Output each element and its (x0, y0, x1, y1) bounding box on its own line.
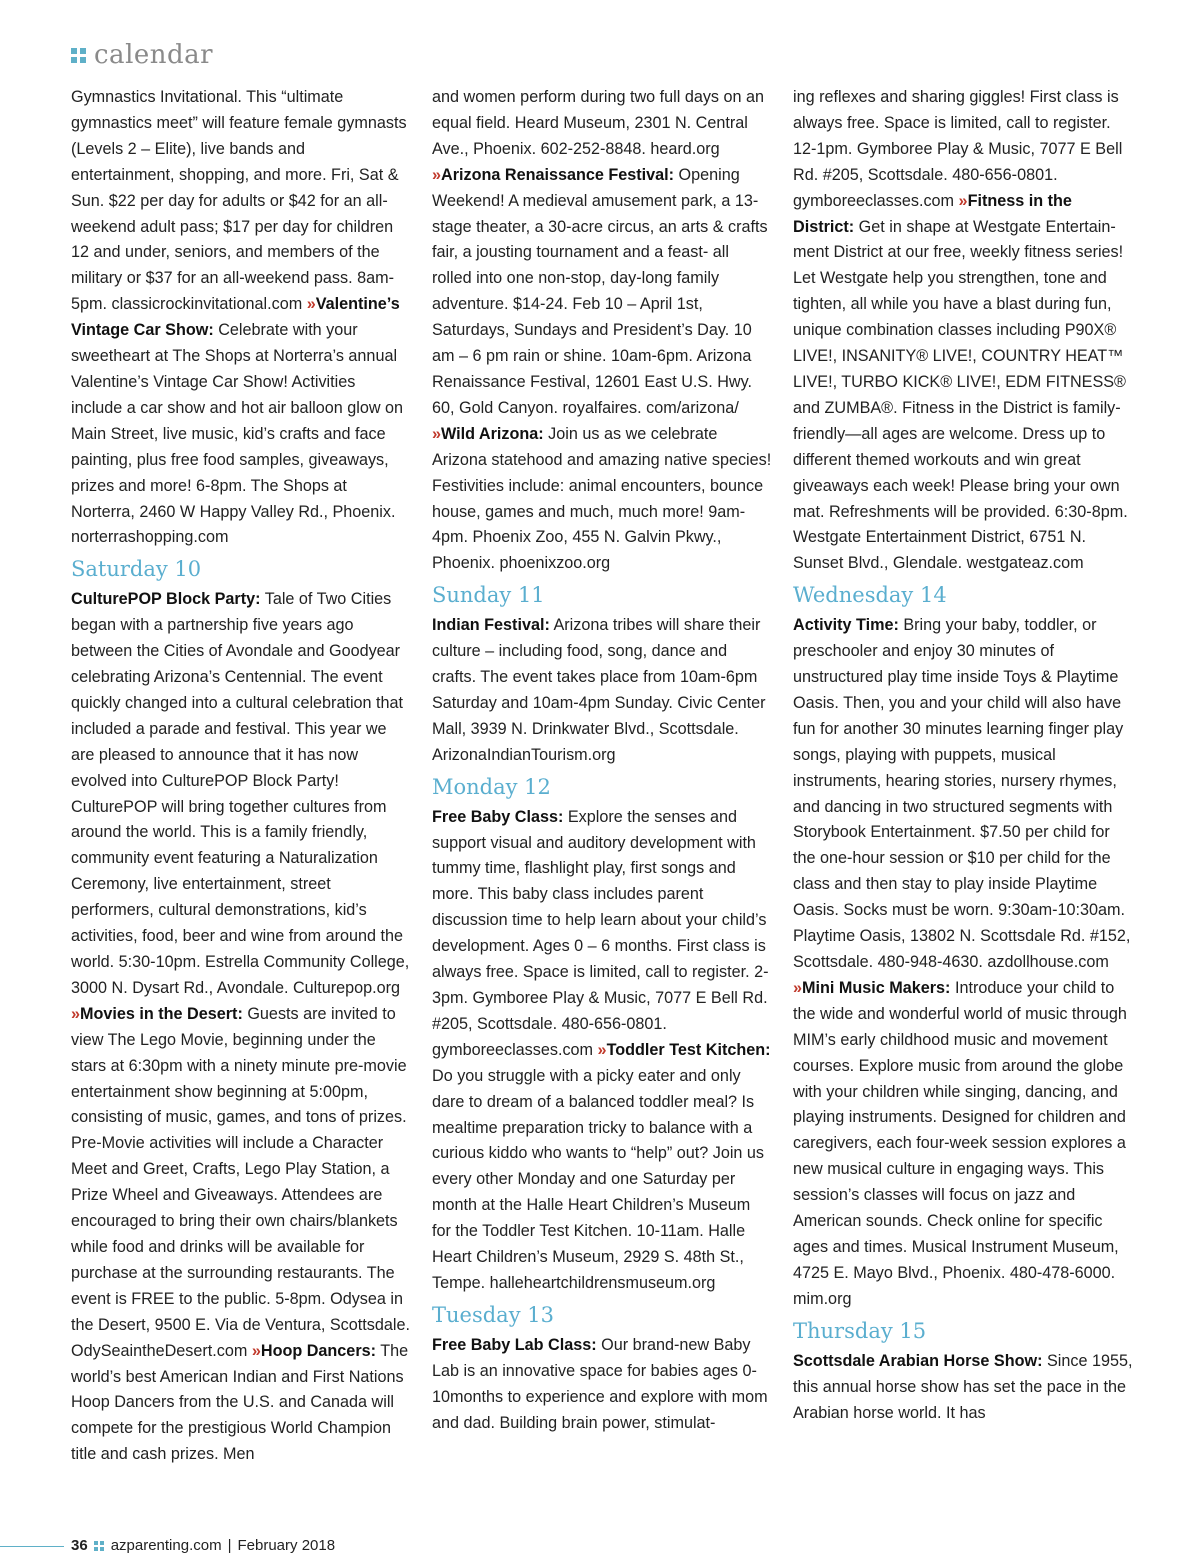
event-title: Free Baby Lab Class: (432, 1335, 597, 1354)
event-text: Arizona tribes will share their culture – including food, song, dance and crafts. The event takes place from 10am-6pm Saturday and 10am-4pm Sunday. Civic Center Mall, 3939 N. Drinkwater Blvd., Scottsdale. ArizonaIndianTourism.org (432, 616, 766, 764)
footer-issue: February 2018 (237, 1537, 336, 1554)
event-text: The world’s best American Indian and First Nations Hoop Dancers from the U.S. and Canada will compete for the prestigious World Champion title and cash prizes. Men (71, 1341, 409, 1464)
footer-site: azparenting.com (110, 1537, 222, 1554)
day-heading: Sunday 11 (432, 583, 545, 608)
event-paragraph (432, 1333, 772, 1437)
event-separator-icon: » (793, 978, 803, 997)
event-separator-icon: » (251, 1341, 261, 1360)
event-title: Mini Music Makers: (802, 978, 951, 997)
event-text: ing reflexes and sharing giggles! First class is always free. Space is limited, call to register. 12-1pm. Gymboree Play & Music, 7077 E Bell Rd. #205, Scottsdale. 480-656-0801. gymboreeclasses.com (793, 88, 1123, 210)
page-number: 36 (71, 1537, 88, 1554)
event-text: Bring your baby, toddler, or preschooler and enjoy 30 minutes of unstructured play time inside Toys & Playtime Oasis. Then, you and your child will also have fun for another 30 minutes learning finger play songs, playing with puppets, musical instruments, hearing stories, nursery rhymes, and dancing in two structured segments with Storybook Entertainment. $7.50 per child for the one-hour session or $10 per child for the class and then stay to play inside Playtime Oasis. Socks must be worn. 9:30am-10:30am. Playtime Oasis, 13802 N. Scottsdale Rd. #152, Scottsdale. 480-948-4630. azdollhouse.com (793, 616, 1131, 971)
day-heading: Monday 12 (432, 774, 551, 799)
calendar-column-3 (793, 85, 1133, 1426)
event-text: Guests are invited to view The Lego Movie, beginning under the stars at 6:30pm with a ninety minute pre-movie entertainment show beginning at 5:00pm, consisting of music, games, and tons of prizes. Pre-Movie activities will include a Character Meet and Greet, Crafts, Lego Play Station, a Prize Wheel and Giveaways. Attendees are encouraged to bring their own chairs/blankets while food and drinks will be available for purchase at the surrounding restaurants. The event is FREE to the public. 5-8pm. Odysea in the Desert, 9500 E. Via de Ventura, Scottsdale. OdySeaintheDesert.com (71, 1004, 410, 1360)
page-footer (0, 1534, 420, 1558)
event-separator-icon: » (432, 165, 442, 184)
event-paragraph (432, 85, 772, 577)
event-title: Indian Festival: (432, 616, 550, 635)
grid-dots-icon (94, 1541, 104, 1551)
event-text: Tale of Two Cities began with a partnership five years ago between the Cities of Avondale and Goodyear celebrating Arizona’s Centennial. The event quickly changed into a cultural celebration that included a parade and festival. This year we are pleased to announce that it has now evolved into CulturePOP Block Party! CulturePOP will bring together cultures from around the world. This is a family friendly, community event featuring a Naturalization Ceremony, live entertainment, street performers, cultural demonstrations, kid’s activities, food, beer and wine from around the world. 5:30-10pm. Estrella Community College, 3000 N. Dysart Rd., Avondale. Culturepop.org (71, 590, 410, 997)
event-title: Arizona Renaissance Festival: (441, 165, 675, 184)
day-heading: Wednesday 14 (793, 583, 947, 608)
event-paragraph (71, 587, 411, 1468)
event-text: Opening Weekend! A medieval amusement park, a 13-stage theater, a 30-acre circus, an arts & crafts fair, a jousting tournament and a feast- all rolled into one non-stop, day-long family adventure. $14-24. Feb 10 – April 1st, Saturdays, Sundays and President’s Day. 10 am – 6 pm rain or shine. 10am-6pm. Arizona Renaissance Festival, 12601 East U.S. Hwy. 60, Gold Canyon. royalfaires. com/arizona/ (432, 165, 768, 417)
event-paragraph (71, 85, 411, 551)
event-separator-icon: » (958, 191, 968, 210)
event-text: Celebrate with your sweetheart at The Shops at Norterra’s annual Valentine’s Vintage Car Show! Activities include a car show and hot air balloon glow on Main Street, live music, kid’s crafts and face painting, plus free food samples, giveaways, prizes and more! 6-8pm. The Shops at Norterra, 2460 W Happy Valley Rd., Phoenix. norterrashopping.com (71, 321, 404, 547)
event-title: Scottsdale Arabian Horse Show: (793, 1351, 1043, 1370)
event-separator-icon: » (597, 1040, 607, 1059)
event-title: Wild Arizona: (441, 424, 544, 443)
event-title: CulturePOP Block Party: (71, 590, 261, 609)
grid-dots-icon (71, 48, 86, 63)
event-title: Free Baby Class: (432, 807, 564, 826)
section-title: calendar (94, 40, 214, 70)
event-paragraph (793, 1349, 1133, 1427)
section-header (71, 38, 213, 72)
event-title: Toddler Test Kitchen: (606, 1040, 771, 1059)
event-separator-icon: » (71, 1004, 81, 1023)
event-title: Valentine’s Vintage Car Show: (71, 295, 400, 340)
event-text: Introduce your child to the wide and wonderful world of music through MIM’s early childhood music and movement courses. Explore music from around the globe with your children while singing, dancing, and playing instruments. Designed for children and caregivers, each four-week session explores a new musical culture in engaging ways. This session’s classes will focus on jazz and American sounds. Check online for specific ages and times. Musical Instrument Museum, 4725 E. Mayo Blvd., Phoenix. 480-478-6000. mim.org (793, 978, 1127, 1308)
event-text: Since 1955, this annual horse show has set the pace in the Arabian horse world. It has (793, 1351, 1133, 1422)
calendar-column-2 (432, 85, 772, 1437)
calendar-column-1 (71, 85, 411, 1468)
event-separator-icon: » (432, 424, 442, 443)
event-text: Join us as we celebrate Arizona statehood and amazing native species! Festivities include: animal encounters, bounce house, games and much, much more! 9am-4pm. Phoenix Zoo, 455 N. Galvin Pkwy., Phoenix. phoenixzoo.org (432, 424, 772, 573)
event-title: Fitness in the District: (793, 191, 1072, 236)
event-text: Get in shape at Westgate Entertain-ment District at our free, weekly fitness series! Let Westgate help you strengthen, tone and tighten, all while you have a blast during fun, unique combination classes including P90X® LIVE!, INSANITY® LIVE!, COUNTRY HEAT™ LIVE!, TURBO KICK® LIVE!, EDM FITNESS® and ZUMBA®. Fitness in the District is family-friendly—all ages are welcome. Dress up to different themed workouts and win great giveaways each week! Please bring your own mat. Refreshments will be provided. 6:30-8pm. Westgate Entertainment District, 6751 N. Sunset Blvd., Glendale. westgateaz.com (793, 217, 1128, 573)
event-title: Activity Time: (793, 616, 899, 635)
day-heading: Tuesday 13 (432, 1302, 554, 1327)
event-title: Movies in the Desert: (80, 1004, 243, 1023)
event-text: Explore the senses and support visual and auditory development with tummy time, flashlight play, first songs and more. This baby class includes parent discussion time to help learn about your child’s development. Ages 0 – 6 months. First class is always free. Space is limited, call to register. 2-3pm. Gymboree Play & Music, 7077 E Bell Rd. #205, Scottsdale. 480-656-0801. gymboreeclasses.com (432, 807, 769, 1059)
event-text: and women perform during two full days on an equal field. Heard Museum, 2301 N. Central Ave., Phoenix. 602-252-8848. heard.org (432, 88, 765, 158)
event-separator-icon: » (306, 295, 316, 314)
event-paragraph (432, 613, 772, 768)
event-paragraph (793, 613, 1133, 1312)
day-heading: Thursday 15 (793, 1318, 927, 1343)
event-paragraph (793, 85, 1133, 577)
day-heading: Saturday 10 (71, 557, 202, 582)
footer-divider: | (227, 1537, 232, 1554)
event-title: Hoop Dancers: (260, 1341, 377, 1360)
event-text: Gymnastics Invitational. This “ultimate gymnastics meet” will feature female gymnasts (Levels 2 – Elite), live bands and entertainment, shopping, and more. Fri, Sat & Sun. $22 per day for adults or $42 for an all-weekend adult pass; $17 per day for children 12 and under, seniors, and members of the military or $37 for an all-weekend pass. 8am-5pm. classicrockinvitational.com (71, 88, 407, 314)
event-paragraph (432, 805, 772, 1297)
event-text: Do you struggle with a picky eater and only dare to dream of a balanced toddler meal? Is mealtime preparation tricky to balance with a curious kiddo who wants to “help” out? Join us every other Monday and one Saturday per month at the Halle Heart Children’s Museum for the Toddler Test Kitchen. 10-11am. Halle Heart Children’s Museum, 2929 S. 48th St., Tempe. halleheartchildrensmuseum.org (432, 1066, 765, 1292)
footer-rule (0, 1546, 64, 1547)
event-text: Our brand-new Baby Lab is an innovative space for babies ages 0-10months to experience and explore with mom and dad. Building brain power, stimulat- (432, 1335, 768, 1432)
